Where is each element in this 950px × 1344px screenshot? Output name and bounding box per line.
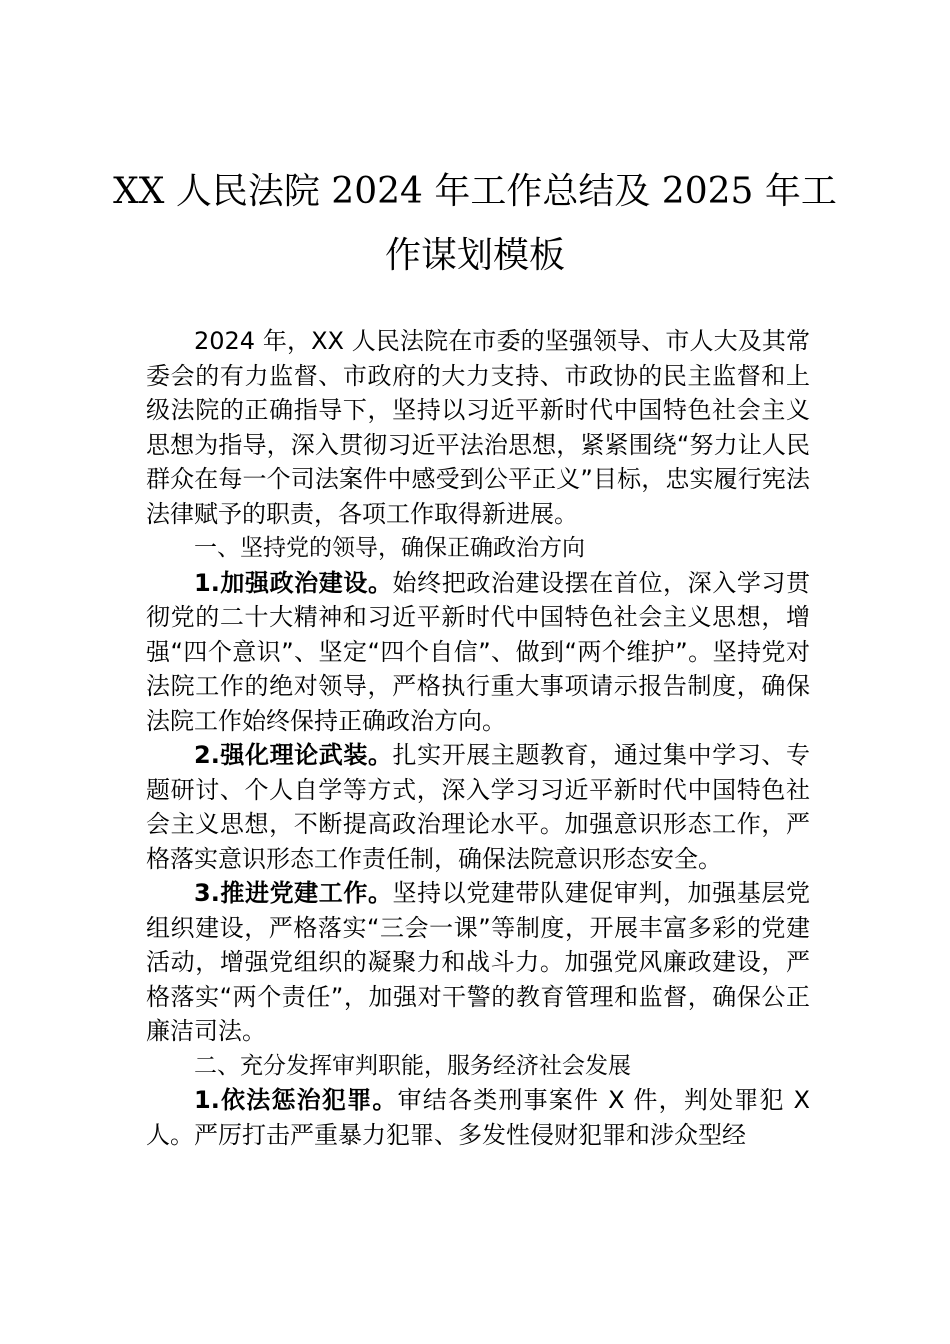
section2-item-1 (146, 1083, 810, 1152)
document-title-line1: XX 人民法院 2024 年工作总结及 2025 年工 (113, 171, 837, 212)
section1-item-2-text: 扎实开展主题教育，通过集中学习、专题研讨、个人自学等方式，深入学习习近平新时代中国特色社会主义思想，不断提高政治理论水平。加强意识形态工作，严格落实意识形态工作责任制，确保法院意识形态安全。 (146, 741, 810, 873)
document-title-line2: 作谋划模板 (384, 235, 565, 276)
section2-item-1-lead: 1.依法惩治犯罪。 (194, 1086, 398, 1114)
section1-heading: 一、坚持党的领导，确保正确政治方向 (194, 535, 585, 561)
section1-item-1 (146, 566, 810, 739)
intro-paragraph: 2024 年，XX 人民法院在市委的坚强领导、市人大及其常委会的有力监督、市政府的大力支持、市政协的民主监督和上级法院的正确指导下，坚持以习近平新时代中国特色社会主义思想为指导，深入贯彻习近平法治思想，紧紧围绕“努力让人民群众在每一个司法案件中感受到公平正义”目标，忠实履行宪法法律赋予的职责，各项工作取得新进展。 (146, 327, 810, 528)
section2-item-1-text: 审结各类刑事案件 X 件，判处罪犯 X 人。严厉打击严重暴力犯罪、多发性侵财犯罪和涉众型经 (146, 1086, 810, 1149)
document-body (146, 324, 810, 1152)
section2-heading: 二、充分发挥审判职能，服务经济社会发展 (194, 1052, 631, 1079)
section1-item-1-lead: 1.加强政治建设。 (194, 568, 393, 597)
section1-item-3-lead: 3.推进党建工作。 (194, 879, 393, 907)
section1-item-3-text: 坚持以党建带队建促审判，加强基层党组织建设，严格落实“三会一课”等制度，开展丰富多彩的党建活动，增强党组织的凝聚力和战斗力。加强党风廉政建设，严格落实“两个责任”，加强对干警的教育管理和监督，确保公正廉洁司法。 (146, 879, 810, 1045)
section1-item-3 (146, 876, 810, 1049)
section1-item-2 (146, 738, 810, 876)
section1-item-1-text: 始终把政治建设摆在首位，深入学习贯彻党的二十大精神和习近平新时代中国特色社会主义思想，增强“四个意识”、坚定“四个自信”、做到“两个维护”。坚持党对法院工作的绝对领导，严格执行重大事项请示报告制度，确保法院工作始终保持正确政治方向。 (146, 568, 810, 735)
section1-item-2-lead: 2.强化理论武装。 (194, 741, 393, 769)
